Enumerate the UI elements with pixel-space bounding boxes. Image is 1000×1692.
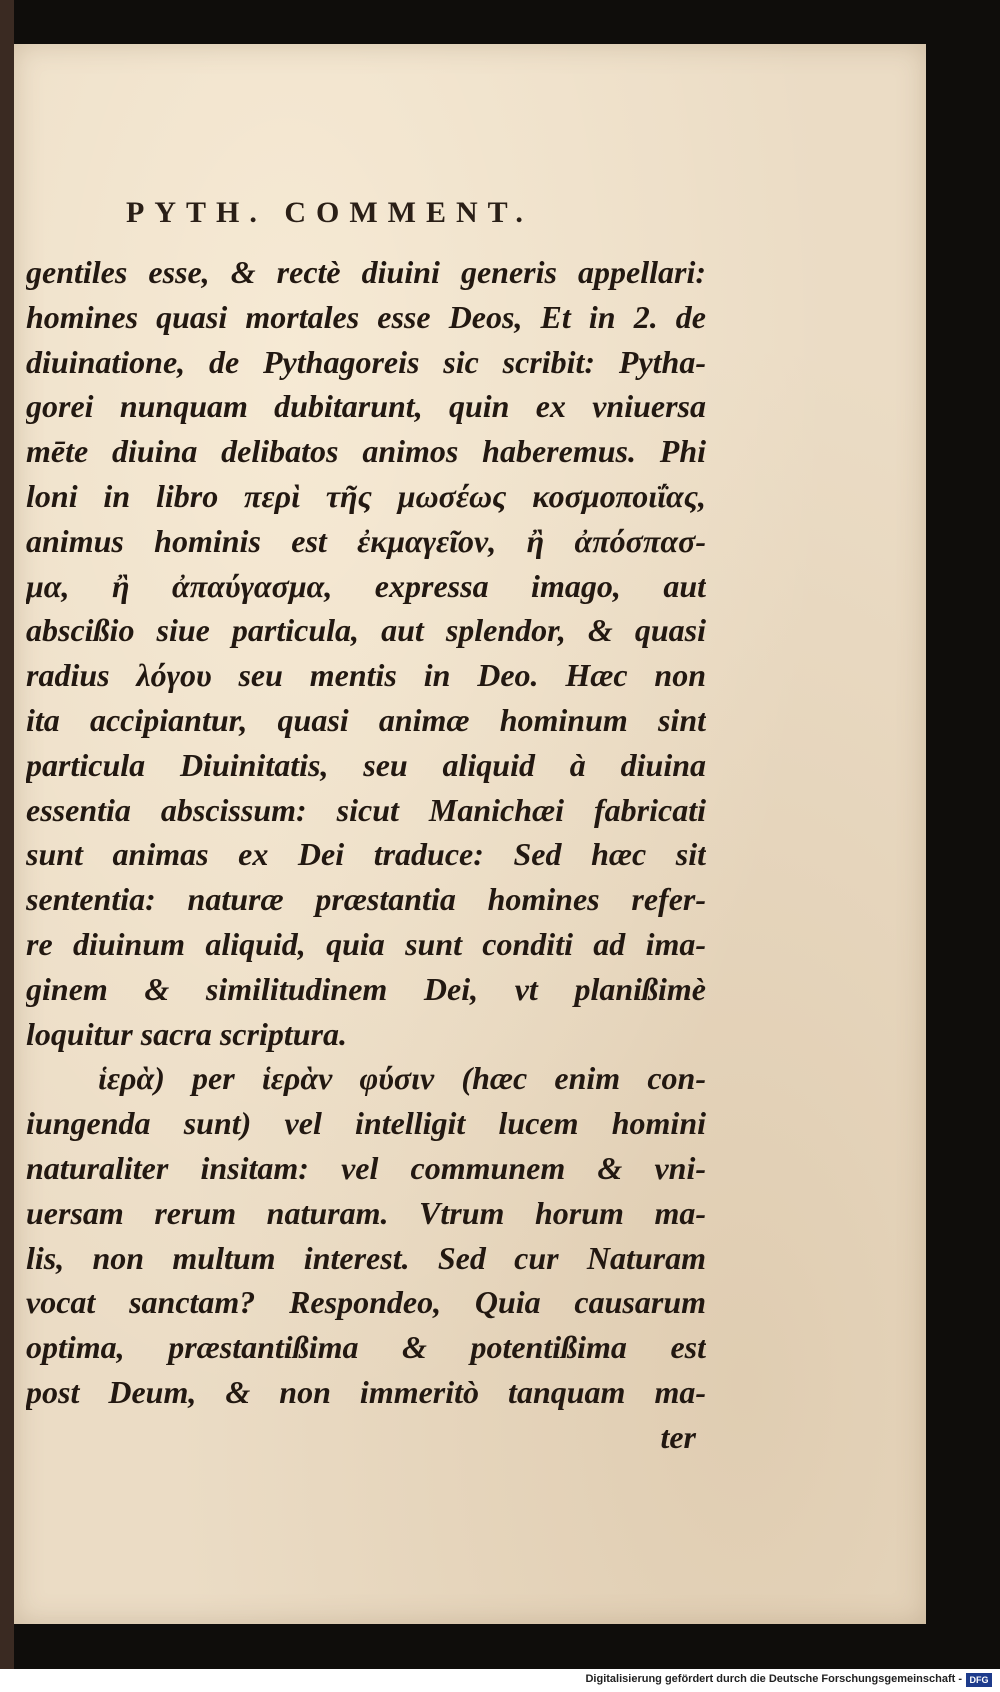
dfg-logo: DFG: [966, 1673, 992, 1687]
text-line: sunt animas ex Dei traduce: Sed hæc sit: [26, 836, 706, 873]
text-line: ginem & similitudinem Dei, vt planißimè: [26, 970, 706, 1007]
text-line: iungenda sunt) vel intelligit lucem homini: [26, 1105, 706, 1142]
text-line: sententia: naturæ præstantia homines refer-: [26, 881, 706, 918]
funding-notice: Digitalisierung gefördert durch die Deutsche Forschungsgemeinschaft -: [585, 1673, 962, 1685]
text-line: naturaliter insitam: vel communem & vni-: [26, 1149, 706, 1186]
text-line: μα, ἢ ἀπαύγασμα, expressa imago, aut: [26, 567, 706, 604]
page-text: [26, 250, 706, 1460]
catchword: ter: [660, 1418, 696, 1455]
text-line: lis, non multum interest. Sed cur Naturam: [26, 1239, 706, 1276]
text-line: essentia abscissum: sicut Manichæi fabricati: [26, 791, 706, 828]
text-line: optima, præstantißima & potentißima est: [26, 1329, 706, 1366]
text-line: abscißio siue particula, aut splendor, & quasi: [26, 612, 706, 649]
text-line: post Deum, & non immeritò tanquam ma-: [26, 1373, 706, 1410]
text-line: vocat sanctam? Respondeo, Quia causarum: [26, 1284, 706, 1321]
text-line: particula Diuinitatis, seu aliquid à diuina: [26, 746, 706, 783]
text-line: loni in libro περὶ τῆς μωσέως κοσμοποιΐας,: [26, 477, 706, 514]
text-line: gentiles esse, & rectè diuini generis appellari:: [26, 254, 706, 290]
digitization-footer: [0, 1669, 1000, 1692]
text-line: gorei nunquam dubitarunt, quin ex vniuersa: [26, 388, 706, 425]
text-line: radius λόγου seu mentis in Deo. Hæc non: [26, 657, 706, 694]
text-line: ita accipiantur, quasi animæ hominum sint: [26, 701, 706, 738]
text-line: mēte diuina delibatos animos haberemus. Phi: [26, 433, 706, 470]
text-line: uersam rerum naturam. Vtrum horum ma-: [26, 1194, 706, 1231]
running-head: PYTH. COMMENT.: [126, 196, 533, 229]
text-line: loquitur sacra scriptura.: [26, 1015, 347, 1052]
left-edge-shadow: [0, 0, 14, 1692]
text-line: ἱερὰ) per ἱερὰν φύσιν (hæc enim con-: [98, 1060, 706, 1097]
text-line: homines quasi mortales esse Deos, Et in 2. de: [26, 298, 706, 335]
text-line: re diuinum aliquid, quia sunt conditi ad ima-: [26, 925, 706, 962]
text-line: animus hominis est ἐκμαγεῖον, ἢ ἀπόσπασ-: [26, 522, 706, 559]
text-line: diuinatione, de Pythagoreis sic scribit: Pytha-: [26, 343, 706, 380]
